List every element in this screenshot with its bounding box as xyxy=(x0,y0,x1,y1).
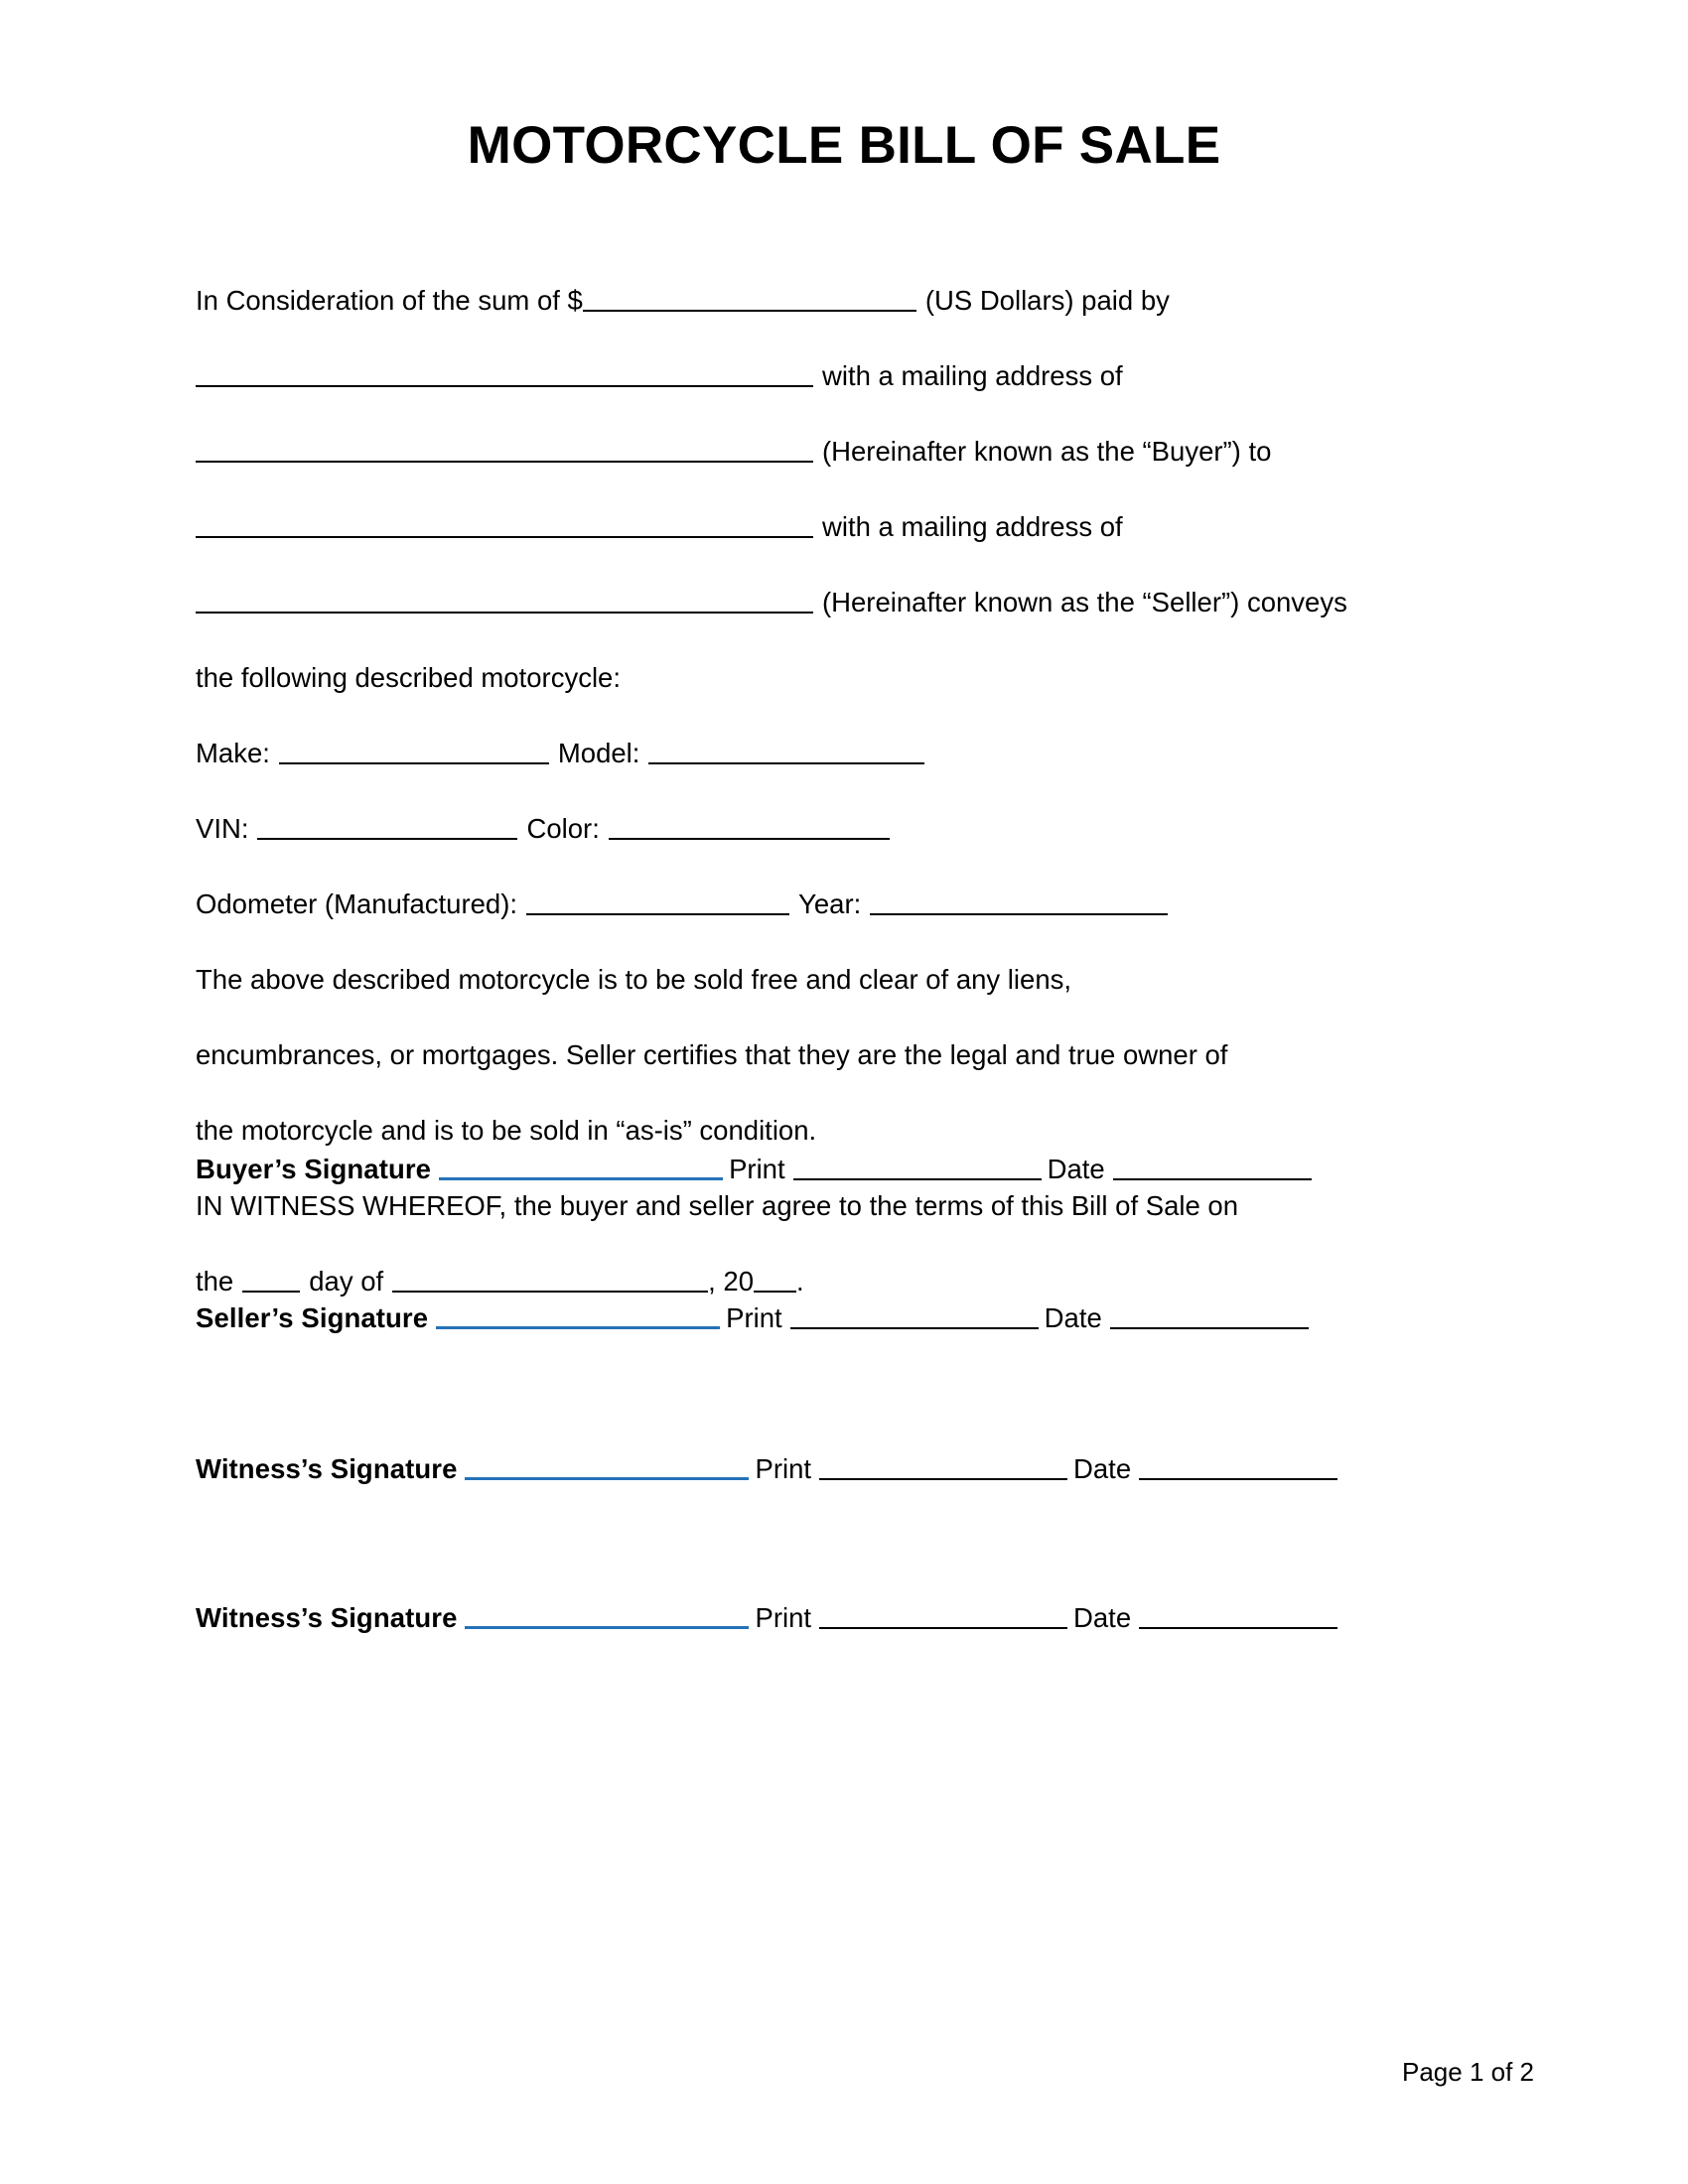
odometer-label: Odometer (Manufactured): xyxy=(196,888,518,919)
witness2-print-label: Print xyxy=(755,1602,812,1633)
seller-date-blank[interactable] xyxy=(1110,1299,1309,1329)
witness2-date-label: Date xyxy=(1073,1602,1132,1633)
vin-blank[interactable] xyxy=(257,810,517,840)
buyer-date-label: Date xyxy=(1047,1154,1105,1184)
vin-label: VIN: xyxy=(196,813,249,844)
buyer-print-blank[interactable] xyxy=(793,1151,1042,1180)
month-blank[interactable] xyxy=(392,1263,708,1293)
color-blank[interactable] xyxy=(609,810,890,840)
seller-signature-label: Seller’s Signature xyxy=(196,1302,429,1333)
date-prefix: the xyxy=(196,1266,234,1297)
page-number: Page 1 of 2 xyxy=(1402,2057,1534,2087)
described-intro-line xyxy=(196,640,1506,716)
terms-line-2: encumbrances, or mortgages. Seller certifies that they are the legal and true owner of xyxy=(196,1039,1228,1070)
buyer-address-blank[interactable] xyxy=(196,433,813,463)
seller-address-blank[interactable] xyxy=(196,584,813,614)
model-blank[interactable] xyxy=(648,735,924,764)
consideration-prefix: In Consideration of the sum of $ xyxy=(196,285,583,316)
seller-signature-blank[interactable] xyxy=(436,1298,720,1329)
buyer-address-line xyxy=(196,414,1506,489)
amount-blank[interactable] xyxy=(583,282,916,312)
buyer-name-line xyxy=(196,339,1506,414)
signature-row-witness-1 xyxy=(196,1447,1337,1491)
buyer-date-blank[interactable] xyxy=(1113,1151,1312,1180)
terms-line-3: the motorcycle and is to be sold in “as-is” condition. xyxy=(196,1115,817,1146)
consideration-suffix: (US Dollars) paid by xyxy=(924,285,1170,316)
witness2-print-blank[interactable] xyxy=(819,1599,1067,1629)
vin-color-line xyxy=(196,791,1506,867)
buyer-signature-blank[interactable] xyxy=(439,1150,723,1180)
seller-print-blank[interactable] xyxy=(790,1299,1039,1329)
year-blank[interactable] xyxy=(870,886,1168,915)
model-label: Model: xyxy=(557,738,640,768)
color-label: Color: xyxy=(526,813,600,844)
page-title: MOTORCYCLE BILL OF SALE xyxy=(467,116,1221,175)
date-comma: , 20 xyxy=(708,1266,755,1297)
witness1-date-blank[interactable] xyxy=(1139,1450,1337,1480)
day-blank[interactable] xyxy=(242,1263,300,1293)
witness1-print-label: Print xyxy=(755,1453,812,1484)
buyer-name-blank[interactable] xyxy=(196,357,813,387)
described-intro: the following described motorcycle: xyxy=(196,662,621,693)
make-blank[interactable] xyxy=(279,735,549,764)
year-label: Year: xyxy=(798,888,862,919)
seller-print-label: Print xyxy=(726,1302,782,1333)
odometer-blank[interactable] xyxy=(526,886,789,915)
buyer-known-as: (Hereinafter known as the “Buyer”) to xyxy=(822,436,1272,467)
year-two-digit-blank[interactable] xyxy=(754,1263,796,1293)
date-mid: day of xyxy=(309,1266,384,1297)
buyer-print-label: Print xyxy=(729,1154,785,1184)
buyer-signature-label: Buyer’s Signature xyxy=(196,1154,432,1184)
seller-name-line xyxy=(196,489,1506,565)
signature-row-buyer xyxy=(196,1148,1312,1191)
make-model-line xyxy=(196,716,1506,791)
seller-date-label: Date xyxy=(1044,1302,1102,1333)
witness1-print-blank[interactable] xyxy=(819,1450,1067,1480)
buyer-address-label: with a mailing address of xyxy=(822,360,1123,391)
witness2-signature-blank[interactable] xyxy=(465,1598,749,1629)
page-footer xyxy=(0,2057,1688,2088)
signature-row-seller xyxy=(196,1297,1309,1340)
make-label: Make: xyxy=(196,738,270,768)
witness1-signature-label: Witness’s Signature xyxy=(196,1453,458,1484)
terms-line-1: The above described motorcycle is to be sold free and clear of any liens, xyxy=(196,964,1072,995)
seller-known-as: (Hereinafter known as the “Seller”) conveys xyxy=(822,587,1347,617)
witness1-date-label: Date xyxy=(1073,1453,1132,1484)
seller-address-label: with a mailing address of xyxy=(822,511,1123,542)
consideration-line xyxy=(196,263,1506,339)
witness-whereof-line: IN WITNESS WHEREOF, the buyer and seller agree to the terms of this Bill of Sale on xyxy=(196,1190,1238,1221)
witness1-signature-blank[interactable] xyxy=(465,1449,749,1480)
seller-address-line xyxy=(196,565,1506,640)
date-period: . xyxy=(796,1266,804,1297)
witness2-signature-label: Witness’s Signature xyxy=(196,1602,458,1633)
seller-name-blank[interactable] xyxy=(196,508,813,538)
witness2-date-blank[interactable] xyxy=(1139,1599,1337,1629)
odometer-year-line xyxy=(196,867,1506,942)
signature-row-witness-2 xyxy=(196,1596,1337,1640)
